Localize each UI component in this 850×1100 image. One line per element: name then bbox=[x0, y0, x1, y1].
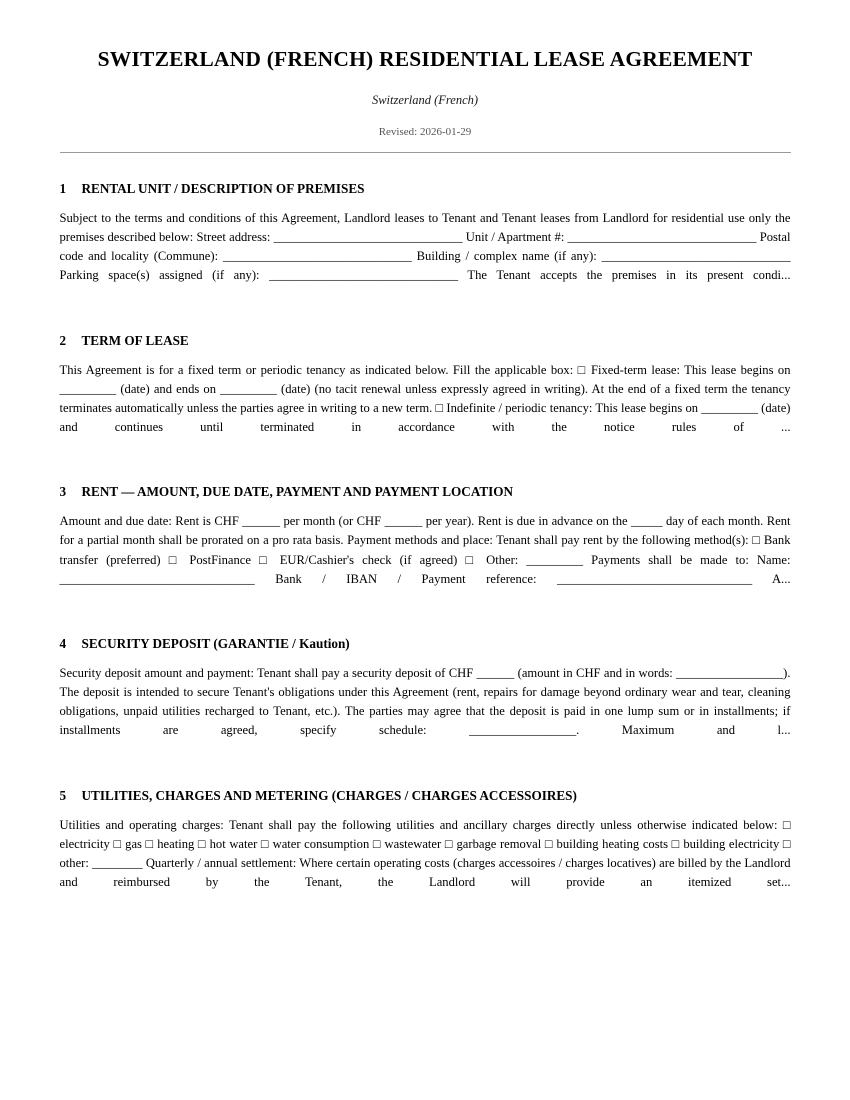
section-3-number: 3 bbox=[59, 484, 67, 500]
section-3-body: Amount and due date: Rent is CHF ______ per month (or CHF ______ per year). Rent is due in advance on the _____ day of each month. Rent for a partial month shall be prorated on a pro rata basis. Payment methods and place: Tenant shall pay rent by the following method(s): □ Bank transfer (preferred) □ PostFinance □ EUR/Cashier's check (if agreed) □ Other: _________ Payments shall be made to: Name: _______________________________ Bank / IBAN / Payment reference: _______________________________ A... bbox=[59, 514, 791, 586]
section-1-heading bbox=[60, 181, 791, 197]
section-1-body: Subject to the terms and conditions of this Agreement, Landlord leases to Tenant and Tenant leases from Landlord for residential use only the premises described below: Street address: ______________________________ Unit / Apartment #: ______________________________ Postal code and locality (Commune): ______________________________ Building / complex name (if any): ______________________________ Parking space(s) assigned (if any): ______________________________ The Tenant accepts the premises in its present condi... bbox=[59, 210, 791, 283]
section-4-body: Security deposit amount and payment: Tenant shall pay a security deposit of CHF ______ (amount in CHF and in words: _________________). The deposit is intended to secure Tenant's obligations under this Agreement (rent, repairs for damage beyond ordinary wear and tear, cleaning obligations, unpaid utilities recharged to Tenant, etc.). The parties may agree that the deposit is paid in one lump sum or in installments; if installments are agreed, specify schedule: _________________. Maximum and l... bbox=[59, 665, 791, 738]
section-3-title: RENT — AMOUNT, DUE DATE, PAYMENT AND PAYMENT LOCATION bbox=[81, 484, 514, 500]
section-5-heading bbox=[60, 788, 791, 804]
section-2-body: This Agreement is for a fixed term or periodic tenancy as indicated below. Fill the applicable box: □ Fixed-term lease: This lease begins on _________ (date) and ends on _________ (date) (no tacit renewal unless expressly agreed in writing). At the end of a fixed term the tenancy terminates automatically unless the parties agree in writing to a new term. □ Indefinite / periodic tenancy: This lease begins on _________ (date) and continues until terminated in accordance with the notice rules of ... bbox=[59, 362, 791, 434]
section-5 bbox=[60, 788, 791, 912]
section-1-title: RENTAL UNIT / DESCRIPTION OF PREMISES bbox=[81, 180, 365, 196]
section-2-heading bbox=[60, 333, 791, 349]
section-2-title: TERM OF LEASE bbox=[81, 332, 189, 348]
section-4-title: SECURITY DEPOSIT (GARANTIE / Kaution) bbox=[81, 635, 350, 651]
section-5-number: 5 bbox=[59, 787, 67, 803]
section-1 bbox=[60, 181, 791, 305]
section-5-body: Utilities and operating charges: Tenant shall pay the following utilities and ancillary charges directly unless otherwise indicated below: □ electricity □ gas □ heating □ hot water □ water consumption □ wastewater □ garbage removal □ building heating costs □ building electricity □ other: ________ Quarterly / annual settlement: Where certain operating costs (charges accessoires / charges locatives) are billed by the Landlord and reimbursed by the Tenant, the Landlord will provide an itemized set... bbox=[59, 817, 791, 890]
section-1-number: 1 bbox=[59, 180, 67, 196]
section-2 bbox=[60, 333, 791, 457]
section-4-number: 4 bbox=[59, 635, 67, 651]
header-divider bbox=[60, 152, 791, 153]
section-5-title: UTILITIES, CHARGES AND METERING (CHARGES / CHARGES ACCESSOIRES) bbox=[81, 787, 577, 803]
document-content bbox=[60, 0, 791, 911]
document-revised-date: Revised: 2026-01-29 bbox=[378, 125, 472, 138]
page-title: SWITZERLAND (FRENCH) RESIDENTIAL LEASE AGREEMENT bbox=[97, 47, 753, 71]
section-3 bbox=[60, 484, 791, 608]
document-subtitle: Switzerland (French) bbox=[371, 92, 479, 107]
section-2-number: 2 bbox=[59, 332, 67, 348]
section-4-heading bbox=[60, 636, 791, 652]
section-4 bbox=[60, 636, 791, 760]
section-3-heading bbox=[60, 484, 791, 500]
